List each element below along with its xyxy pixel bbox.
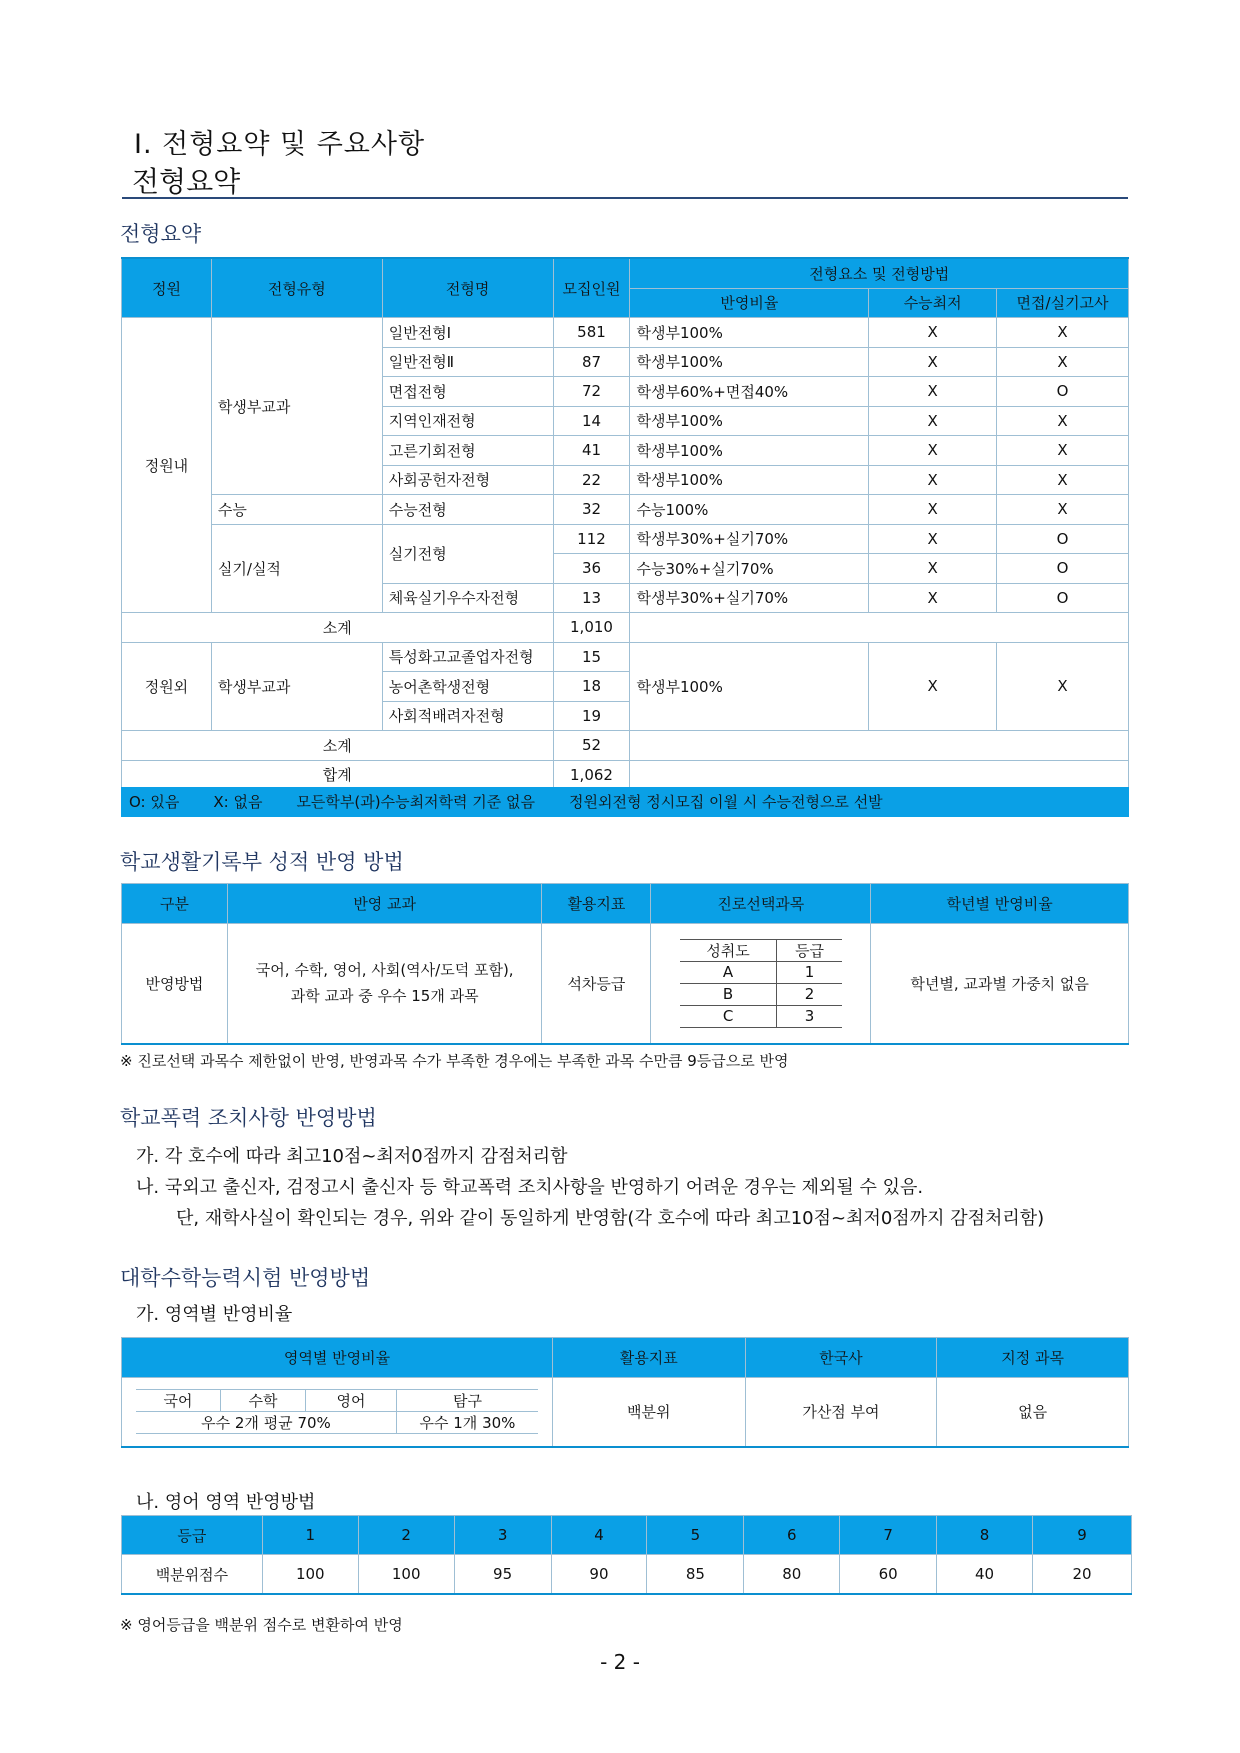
table-row [122,318,1129,348]
row-interview: O [997,554,1129,584]
record-header-c1: 구분 [122,884,228,924]
english-score: 80 [744,1555,840,1595]
row-name: 사회적배려자전형 [382,701,553,731]
csat-area-cell [122,1378,553,1447]
subtotal-value: 1,010 [553,613,630,643]
table-row [122,1378,1129,1447]
record-header-c5: 학년별 반영비율 [871,884,1129,924]
quota-in-cell: 정원내 [122,318,212,613]
record-subjects [227,924,542,1044]
grade-achievement: A [680,961,777,983]
english-score: 40 [937,1555,1033,1595]
english-grade: 5 [647,1516,744,1555]
row-min: X [869,495,997,525]
violence-section-title: 학교폭력 조치사항 반영방법 [120,1106,377,1130]
english-grade: 3 [454,1516,551,1555]
type-record-out-cell: 학생부교과 [211,642,382,731]
record-grade-cell [651,924,871,1044]
area-english: 영어 [305,1390,396,1412]
header-min: 수능최저 [869,288,997,318]
row-interview: X [997,495,1129,525]
row-ratio: 학생부100% [630,465,869,495]
row-count: 18 [553,672,630,702]
record-subjects-line1: 국어, 수학, 영어, 사회(역사/도덕 포함), [255,961,514,980]
csat-table [121,1337,1129,1448]
english-score: 95 [454,1555,551,1595]
table-row [122,524,1129,554]
grade-value: 1 [777,961,842,983]
grade-mini-table [680,939,842,1028]
english-note: ※ 영어등급을 백분위 점수로 변환하여 반영 [120,1616,403,1634]
record-header-c3: 활용지표 [542,884,651,924]
row-min: X [869,436,997,466]
english-grade: 2 [358,1516,454,1555]
subtotal-value: 52 [553,731,630,761]
row-min: X [869,465,997,495]
row-count: 41 [553,436,630,466]
english-score: 85 [647,1555,744,1595]
subtotal-label: 소계 [122,731,554,761]
area-top1: 우수 1개 30% [396,1412,538,1434]
area-math: 수학 [220,1390,305,1412]
legend-bar [121,787,1129,817]
english-score-label: 백분위점수 [122,1555,263,1595]
english-grade: 8 [937,1516,1033,1555]
row-min: X [869,554,997,584]
row-min: X [869,377,997,407]
row-name: 사회공헌자전형 [382,465,553,495]
total-row [122,760,1129,790]
chapter-title: Ⅰ. 전형요약 및 주요사항 [134,129,426,160]
header-quota: 정원 [122,258,212,318]
row-name: 고른기회전형 [382,436,553,466]
row-name: 수능전형 [382,495,553,525]
row-count: 19 [553,701,630,731]
row-count: 13 [553,583,630,613]
record-row-label: 반영방법 [122,924,228,1044]
grade-header-grade: 등급 [777,939,842,961]
legend-o: O: 있음 [129,793,180,811]
row-ratio: 학생부30%+실기70% [630,524,869,554]
legend-x: X: 없음 [213,793,263,811]
csat-sub-a: 가. 영역별 반영비율 [136,1304,293,1325]
english-grade: 7 [840,1516,937,1555]
record-section-title: 학교생활기록부 성적 반영 방법 [120,850,404,874]
csat-section-title: 대학수학능력시험 반영방법 [120,1266,371,1290]
area-mini-table [136,1389,538,1434]
page-number: - 2 - [600,1650,640,1674]
row-min: X [869,318,997,348]
out-ratio: 학생부100% [630,642,869,731]
english-score-row [122,1555,1132,1595]
type-csat-cell: 수능 [211,495,382,525]
grade-achievement: B [680,983,777,1005]
row-name: 체육실기우수자전형 [382,583,553,613]
row-ratio: 학생부100% [630,347,869,377]
area-inquiry: 탐구 [396,1390,538,1412]
row-min: X [869,347,997,377]
blank-cell [630,613,1129,643]
row-name: 지역인재전형 [382,406,553,436]
english-grade-row [122,1516,1132,1555]
total-label: 합계 [122,760,554,790]
out-min: X [869,642,997,731]
row-min: X [869,524,997,554]
english-score: 100 [262,1555,358,1595]
english-grade: 4 [551,1516,647,1555]
row-count: 15 [553,642,630,672]
area-top2: 우수 2개 평균 70% [136,1412,397,1434]
title-rule [122,197,1128,199]
summary-table [121,257,1129,791]
record-header-c2: 반영 교과 [227,884,542,924]
row-count: 87 [553,347,630,377]
row-ratio: 학생부100% [630,318,869,348]
english-grade-label: 등급 [122,1516,263,1555]
header-name: 전형명 [382,258,553,318]
row-interview: O [997,524,1129,554]
grade-value: 2 [777,983,842,1005]
row-name: 일반전형Ⅱ [382,347,553,377]
grade-achievement: C [680,1005,777,1027]
violence-line3: 단, 재학사실이 확인되는 경우, 위와 같이 동일하게 반영함(각 호수에 따라 최고10점~최저0점까지 감점처리함) [176,1208,1045,1229]
row-name: 실기전형 [382,524,553,583]
row-min: X [869,406,997,436]
csat-header-c4: 지정 과목 [937,1338,1129,1378]
csat-sub-b: 나. 영어 영역 반영방법 [136,1492,316,1513]
row-interview: X [997,347,1129,377]
row-count: 22 [553,465,630,495]
csat-header-c2: 활용지표 [552,1338,745,1378]
row-ratio: 학생부30%+실기70% [630,583,869,613]
header-interview: 면접/실기고사 [997,288,1129,318]
csat-header-c1: 영역별 반영비율 [122,1338,553,1378]
header-ratio: 반영비율 [630,288,869,318]
blank-cell [630,760,1129,790]
english-score: 20 [1032,1555,1131,1595]
csat-header-c3: 한국사 [745,1338,937,1378]
table-row [122,495,1129,525]
csat-history: 가산점 부여 [745,1378,937,1447]
subtotal-row [122,731,1129,761]
csat-designated: 없음 [937,1378,1129,1447]
row-ratio: 수능100% [630,495,869,525]
page-title: 전형요약 [132,165,241,198]
header-method-group: 전형요소 및 전형방법 [630,258,1129,288]
row-min: X [869,583,997,613]
row-interview: O [997,377,1129,407]
record-indicator: 석차등급 [542,924,651,1044]
header-count: 모집인원 [553,258,630,318]
row-ratio: 학생부100% [630,406,869,436]
row-name: 농어촌학생전형 [382,672,553,702]
english-score: 60 [840,1555,937,1595]
record-table [121,883,1129,1045]
english-score: 90 [551,1555,647,1595]
row-interview: X [997,436,1129,466]
row-interview: X [997,318,1129,348]
csat-indicator: 백분위 [552,1378,745,1447]
row-count: 112 [553,524,630,554]
row-count: 72 [553,377,630,407]
record-header-c4: 진로선택과목 [651,884,871,924]
row-ratio: 학생부60%+면접40% [630,377,869,407]
summary-section-title: 전형요약 [120,222,202,246]
table-row [122,642,1129,672]
grade-header-achievement: 성취도 [680,939,777,961]
record-note: ※ 진로선택 과목수 제한없이 반영, 반영과목 수가 부족한 경우에는 부족한 과목 수만큼 9등급으로 반영 [120,1052,789,1070]
english-grade: 6 [744,1516,840,1555]
row-count: 581 [553,318,630,348]
legend-note2: 정원외전형 정시모집 이월 시 수능전형으로 선발 [569,793,883,811]
row-count: 36 [553,554,630,584]
record-subjects-line2: 과학 교과 중 우수 15개 과목 [290,987,479,1006]
row-ratio: 수능30%+실기70% [630,554,869,584]
area-korean: 국어 [136,1390,221,1412]
row-interview: O [997,583,1129,613]
english-table [121,1515,1132,1595]
out-interview: X [997,642,1129,731]
row-name: 면접전형 [382,377,553,407]
row-name: 일반전형Ⅰ [382,318,553,348]
row-ratio: 학생부100% [630,436,869,466]
header-type: 전형유형 [211,258,382,318]
violence-line1: 가. 각 호수에 따라 최고10점~최저0점까지 감점처리함 [136,1146,568,1167]
row-count: 32 [553,495,630,525]
record-year-ratio: 학년별, 교과별 가중치 없음 [871,924,1129,1044]
type-practical-cell: 실기/실적 [211,524,382,613]
subtotal-row [122,613,1129,643]
table-row [122,924,1129,1044]
blank-cell [630,731,1129,761]
grade-value: 3 [777,1005,842,1027]
total-value: 1,062 [553,760,630,790]
row-interview: X [997,406,1129,436]
row-count: 14 [553,406,630,436]
subtotal-label: 소계 [122,613,554,643]
row-name: 특성화고교졸업자전형 [382,642,553,672]
english-score: 100 [358,1555,454,1595]
row-interview: X [997,465,1129,495]
violence-line2: 나. 국외고 출신자, 검정고시 출신자 등 학교폭력 조치사항을 반영하기 어려운 경우는 제외될 수 있음. [136,1177,924,1198]
quota-out-cell: 정원외 [122,642,212,731]
english-grade: 1 [262,1516,358,1555]
english-grade: 9 [1032,1516,1131,1555]
legend-note1: 모든학부(과)수능최저학력 기준 없음 [296,793,536,811]
type-record-cell: 학생부교과 [211,318,382,495]
